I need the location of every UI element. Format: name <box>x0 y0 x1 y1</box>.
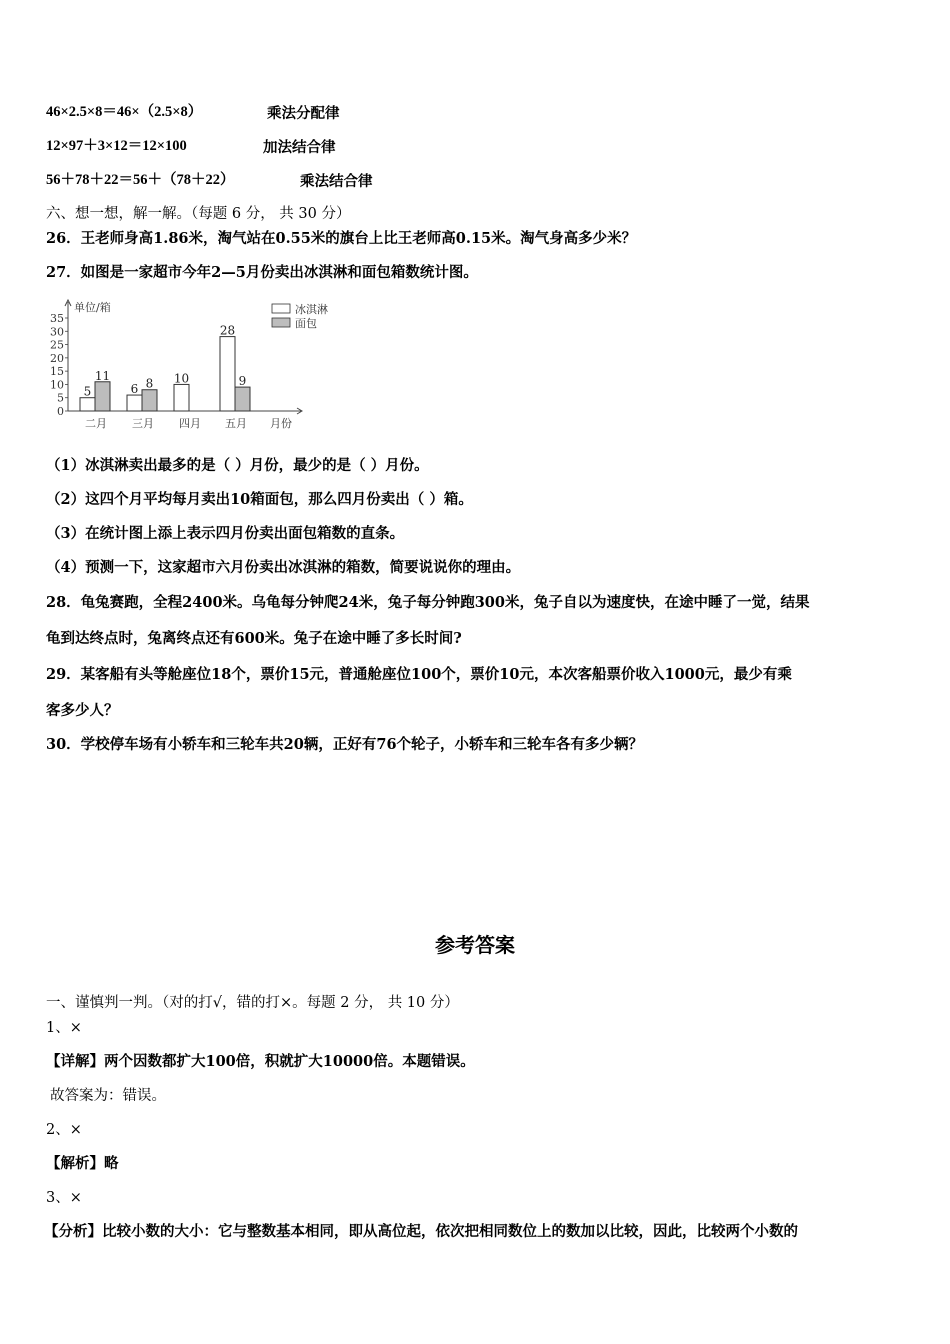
question-26: 26．王老师身高1.86米，淘气站在0.55米的旗台上比王老师高0.15米。淘气身高多少米？ <box>46 230 637 247</box>
y-tick-label: 0 <box>57 405 64 418</box>
y-axis-label: 单位/箱 <box>74 301 111 314</box>
bar-bread <box>95 382 110 411</box>
answer-1-conclusion: 故答案为：错误。 <box>50 1088 166 1104</box>
question-27-part-3: （3）在统计图上添上表示四月份卖出面包箱数的直条。 <box>46 525 405 542</box>
y-tick-label: 10 <box>50 378 64 392</box>
equation-3-left: 56＋78＋22＝56＋（78＋22） <box>46 172 235 188</box>
answer-3-detail: 【分析】比较小数的大小：它与整数基本相同，即从高位起，依次把相同数位上的数加以比较，因此，比较两个小数的 <box>44 1223 798 1240</box>
bar-value-label: 6 <box>130 382 139 397</box>
bar-bread <box>235 387 250 411</box>
bar-value-label: 8 <box>145 376 154 391</box>
equation-3-law: 乘法结合律 <box>300 173 373 190</box>
bar-value-label: 5 <box>83 384 92 399</box>
bar-value-label: 28 <box>219 323 236 338</box>
answer-3: 3、× <box>46 1190 82 1206</box>
x-tick-label: 三月 <box>132 417 154 430</box>
y-tick-label: 5 <box>57 391 64 405</box>
y-tick-label: 30 <box>50 325 64 339</box>
answer-2-detail: 【解析】略 <box>46 1155 119 1172</box>
answer-2: 2、× <box>46 1122 82 1138</box>
question-27-part-2: （2）这四个月平均每月卖出10箱面包，那么四月份卖出（ ）箱。 <box>46 491 473 508</box>
question-28-line-2: 龟到达终点时，兔离终点还有600米。兔子在途中睡了多长时间? <box>46 630 462 647</box>
bar-bread <box>142 390 157 411</box>
y-tick-label: 15 <box>50 365 64 379</box>
answer-1: 1、× <box>46 1020 82 1036</box>
bar-ice-cream <box>174 384 189 411</box>
question-27-part-4: （4）预测一下，这家超市六月份卖出冰淇淋的箱数，简要说说你的理由。 <box>46 559 521 576</box>
bar-value-label: 9 <box>238 374 247 389</box>
legend-label: 面包 <box>295 317 317 330</box>
answer-title: 参考答案 <box>435 933 515 957</box>
y-tick-label: 35 <box>50 312 64 325</box>
bar-ice-cream <box>80 398 95 411</box>
x-axis-label: 月份 <box>270 417 292 430</box>
equation-2-left: 12×97＋3×12＝12×100 <box>46 138 187 154</box>
bar-ice-cream <box>220 337 235 411</box>
x-tick-label: 二月 <box>85 417 107 430</box>
equation-1-law: 乘法分配律 <box>267 105 340 122</box>
question-29-line-1: 29．某客船有头等舱座位18个，票价15元，普通舱座位100个，票价10元，本次客船票价收入1000元，最少有乘 <box>46 666 792 683</box>
question-30: 30．学校停车场有小轿车和三轮车共20辆，正好有76个轮子，小轿车和三轮车各有多少辆？ <box>46 736 644 753</box>
question-28-line-1: 28．龟兔赛跑，全程2400米。乌龟每分钟爬24米，兔子每分钟跑300米，兔子自以为速度快，在途中睡了一觉，结果 <box>46 594 810 611</box>
x-tick-label: 五月 <box>225 417 247 430</box>
answer-section-1-heading: 一、谨慎判一判。（对的打√，错的打×。每题 2 分， 共 10 分） <box>46 995 459 1011</box>
bar-ice-cream <box>127 395 142 411</box>
y-tick-label: 20 <box>50 351 64 365</box>
y-tick-label: 25 <box>50 338 64 352</box>
section-6-heading: 六、想一想，解一解。（每题 6 分， 共 30 分） <box>46 206 351 222</box>
legend-label: 冰淇淋 <box>295 303 328 316</box>
bar-chart <box>46 296 328 436</box>
bar-value-label: 10 <box>173 371 190 386</box>
bar-value-label: 11 <box>94 368 111 383</box>
x-tick-label: 四月 <box>179 417 201 430</box>
question-27-part-1: （1）冰淇淋卖出最多的是（ ）月份，最少的是（ ）月份。 <box>46 457 429 474</box>
equation-2-law: 加法结合律 <box>263 139 336 156</box>
equation-1-left: 46×2.5×8＝46×（2.5×8） <box>46 104 203 120</box>
answer-1-detail: 【详解】两个因数都扩大100倍，积就扩大10000倍。本题错误。 <box>46 1053 475 1070</box>
legend-swatch-bread <box>272 318 290 327</box>
question-27: 27．如图是一家超市今年2—5月份卖出冰淇淋和面包箱数统计图。 <box>46 264 478 281</box>
legend-swatch-ice-cream <box>272 304 290 313</box>
question-29-line-2: 客多少人？ <box>46 702 119 719</box>
